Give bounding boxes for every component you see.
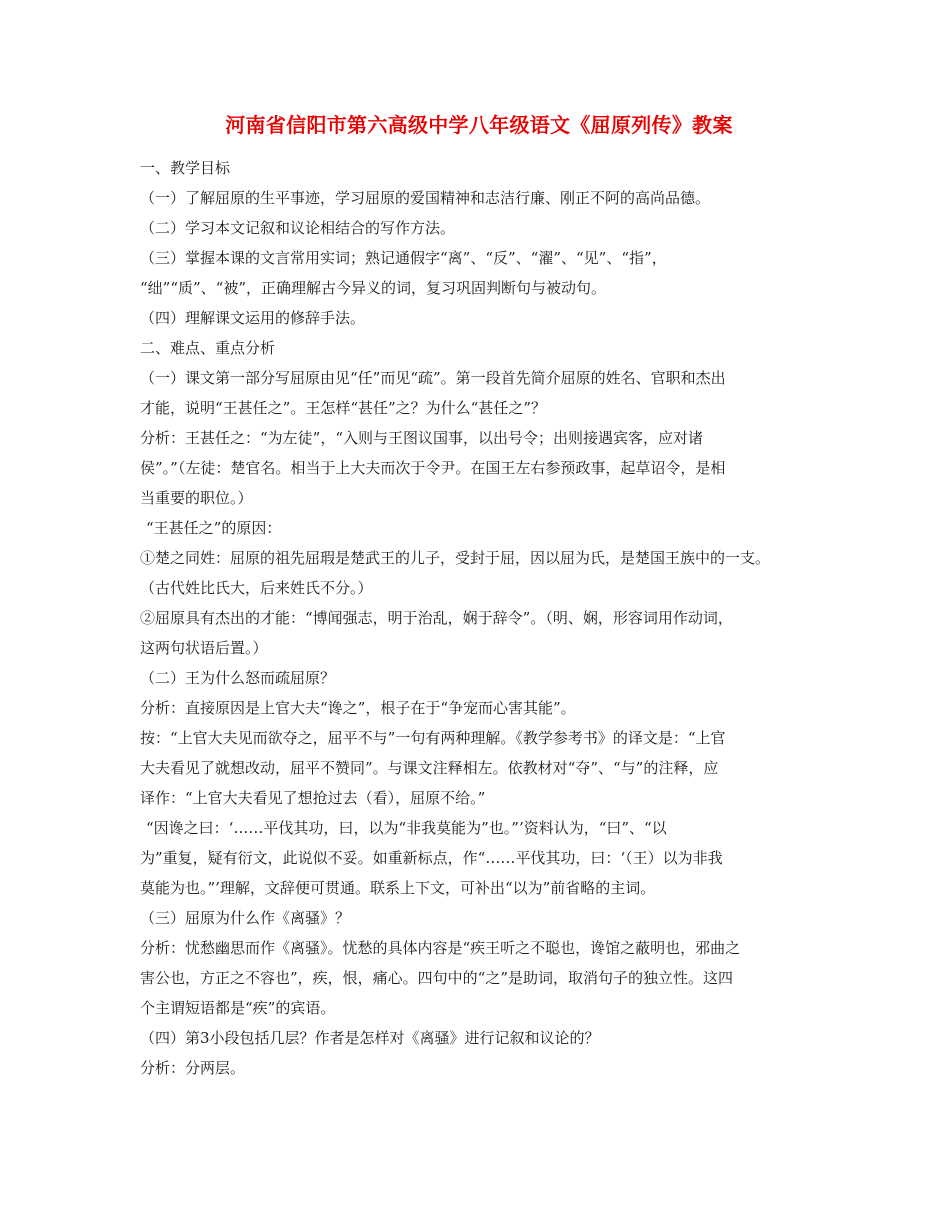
text-line: 译作：“上官大夫看见了想抢过去（看），屈原不给。” xyxy=(140,789,486,807)
text-line: 分析：分两层。 xyxy=(140,1059,246,1077)
text-line: “王甚任之”的原因： xyxy=(146,519,282,537)
text-line: 为”重复，疑有衍文，此说似不妥。如重新标点，作“……平伐其功，曰：‘（王）以为非我 xyxy=(140,849,723,867)
document-page xyxy=(140,110,818,1088)
text-line: 大夫看见了就想改动，屈平不赞同”。与课文注释相左。依教材对“夺”、“与”的注释，应 xyxy=(140,759,719,777)
text-line: 分析：王甚任之：“为左徒”，“入则与王图议国事，以出号令；出则接遇宾客，应对诸 xyxy=(140,429,704,447)
text-line: ①楚之同姓：屈原的祖先屈瑕是楚武王的儿子，受封于屈，因以屈为氏，是楚国王族中的一支。 xyxy=(140,549,771,567)
text-line: 分析：直接原因是上官大夫“谗之”，根子在于“争宠而心害其能”。 xyxy=(140,699,576,717)
text-line: 按：“上官大夫见而欲夺之，屈平不与”一句有两种理解。《教学参考书》的译文是：“上官 xyxy=(140,729,726,747)
text-line: 分析：忧愁幽思而作《离骚》。忧愁的具体内容是“疾王听之不聪也，谗馆之蔽明也，邪曲之 xyxy=(140,939,741,957)
text-line: （古代姓比氏大，后来姓氏不分。） xyxy=(140,579,373,597)
text-line: （四）第3小段包括几层？作者是怎样对《离骚》进行记叙和议论的？ xyxy=(140,1029,600,1047)
document-body xyxy=(140,158,818,1078)
text-line: 侯”。”（左徒：楚官名。相当于上大夫而次于令尹。在国王左右参预政事，起草诏令，是相 xyxy=(140,459,726,477)
text-line: 个主谓短语都是“疾”的宾语。 xyxy=(140,999,336,1017)
text-line: 这两句状语后置。） xyxy=(140,639,268,657)
text-line: 害公也，方正之不容也”，疾，恨，痛心。四句中的“之”是助词，取消句子的独立性。这四 xyxy=(140,969,734,987)
text-line: 二、难点、重点分析 xyxy=(140,339,276,357)
text-line: （四）理解课文运用的修辞手法。 xyxy=(140,309,366,327)
text-line: （一）了解屈原的生平事迹，学习屈原的爱国精神和志洁行廉、刚正不阿的高尚品德。 xyxy=(140,189,711,207)
text-line: “绌”“质”、“被”，正确理解古今异义的词，复习巩固判断句与被动句。 xyxy=(140,279,607,297)
text-line: 莫能为也。”’理解，文辞便可贯通。联系上下文，可补出“以为”前省略的主词。 xyxy=(140,879,656,897)
text-line: 当重要的职位。） xyxy=(140,489,253,507)
text-line: （三）掌握本课的文言常用实词；熟记通假字“离”、“反”、“濯”、“见”、“指”， xyxy=(140,249,667,267)
text-line: （二）学习本文记叙和议论相结合的写作方法。 xyxy=(140,219,456,237)
text-line: 才能，说明“王甚任之”。王怎样“甚任”之？为什么“甚任之”？ xyxy=(140,399,547,417)
text-line: 一、教学目标 xyxy=(140,159,231,177)
text-line: ②屈原具有杰出的才能：“博闻强志，明于治乱，娴于辞令”。（明、娴，形容词用作动词， xyxy=(140,609,733,627)
document-title: 河南省信阳市第六高级中学八年级语文《屈原列传》教案 xyxy=(225,113,733,137)
text-line: （一）课文第一部分写屈原由见“任”而见“疏”。第一段首先简介屈原的姓名、官职和杰出 xyxy=(140,369,726,387)
text-line: “因谗之曰：‘……平伐其功，曰，以为“非我莫能为”也。”’资料认为，“曰”、“以 xyxy=(146,819,667,837)
text-line: （二）王为什么怒而疏屈原？ xyxy=(140,669,336,687)
text-line: （三）屈原为什么作《离骚》？ xyxy=(140,909,351,927)
